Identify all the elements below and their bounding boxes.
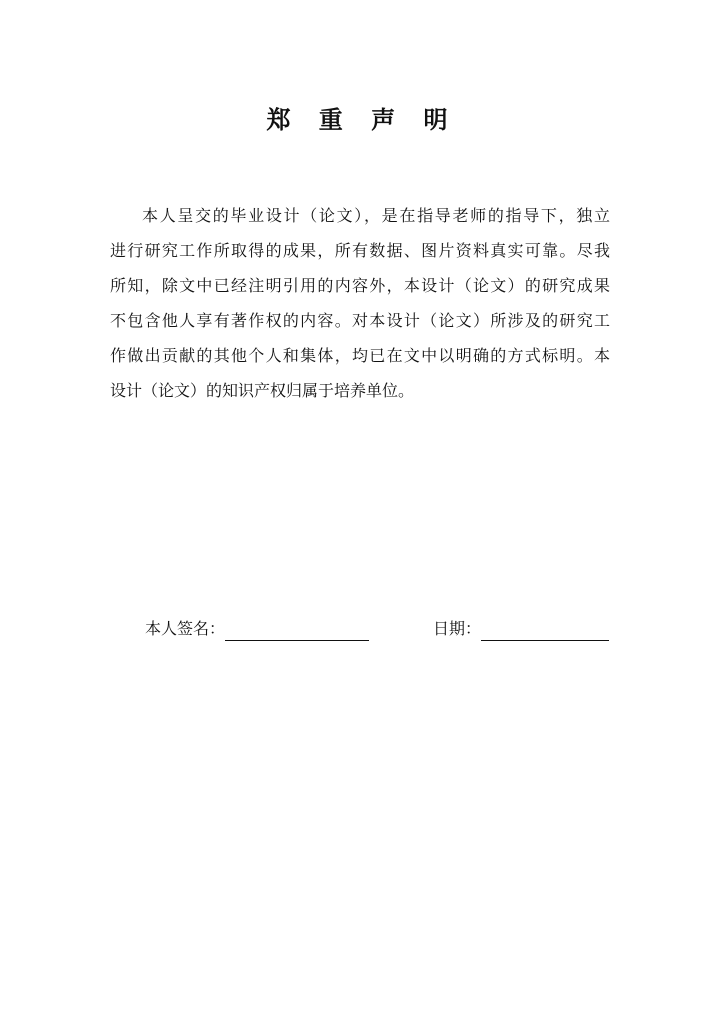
page-title: 郑 重 声 明 — [266, 105, 458, 134]
paragraph-line: 不包含他人享有著作权的内容。对本设计（论文）所涉及的研究工 — [110, 311, 610, 330]
date-field — [433, 617, 609, 641]
signature-label: 本人签名： — [145, 619, 226, 638]
date-label: 日期： — [433, 619, 482, 638]
paragraph-line: 本人呈交的毕业设计（论文），是在指导老师的指导下，独立 — [142, 206, 610, 225]
paragraph-line: 进行研究工作所取得的成果，所有数据、图片资料真实可靠。尽我 — [110, 241, 610, 260]
paragraph-line: 设计（论文）的知识产权归属于培养单位。 — [110, 381, 415, 400]
signature-blank-line[interactable] — [225, 622, 369, 641]
declaration-paragraph — [110, 198, 610, 408]
date-blank-line[interactable] — [481, 622, 609, 641]
signature-field — [145, 617, 369, 641]
paragraph-line: 作做出贡献的其他个人和集体，均已在文中以明确的方式标明。本 — [110, 346, 610, 365]
paragraph-line: 所知，除文中已经注明引用的内容外，本设计（论文）的研究成果 — [110, 276, 610, 295]
